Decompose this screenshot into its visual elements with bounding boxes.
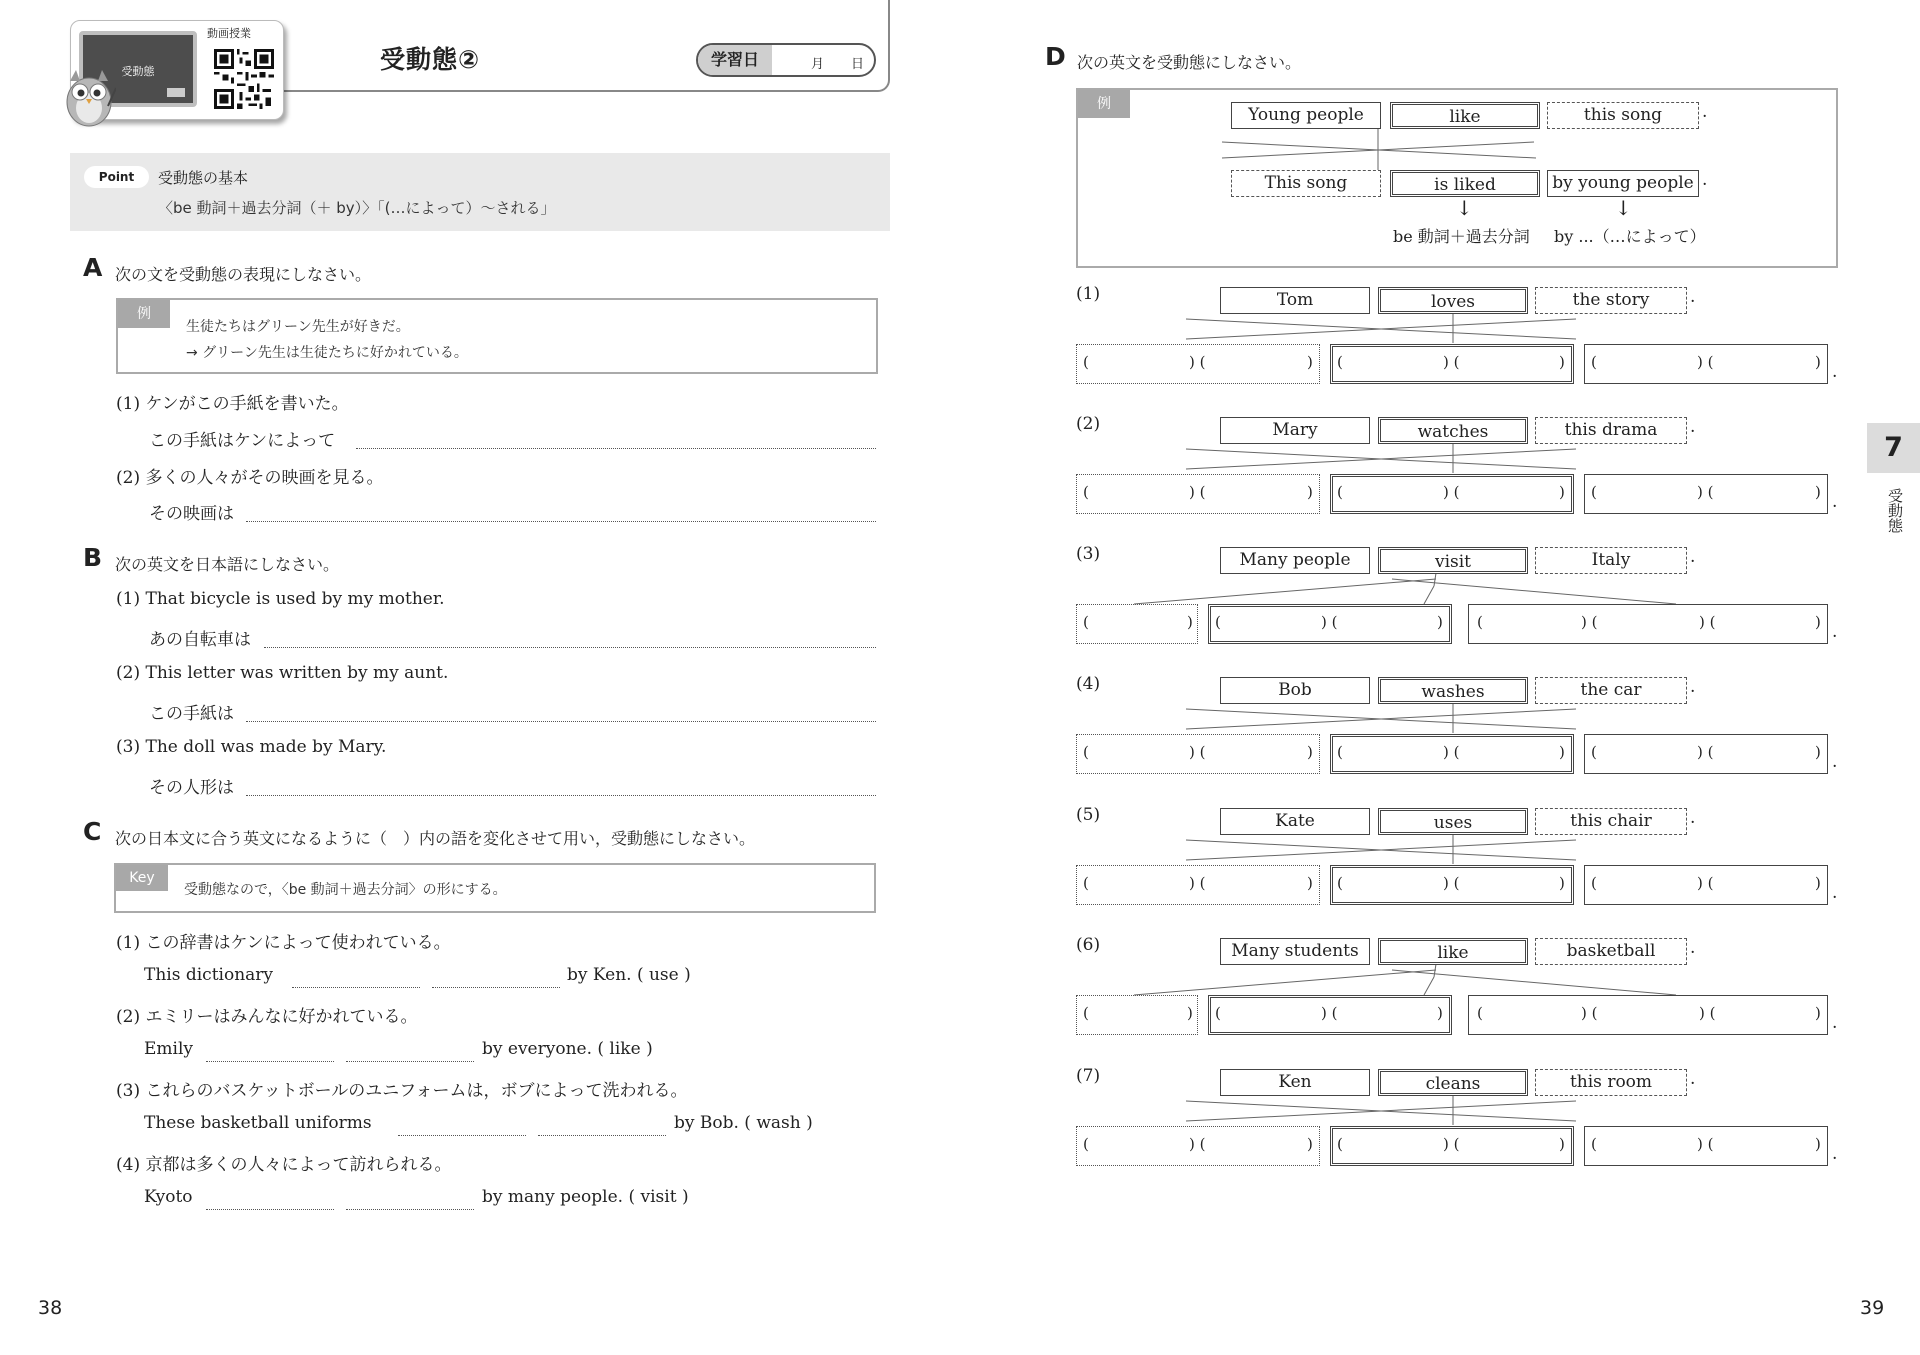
answer-line-b3[interactable]: [246, 795, 876, 796]
paren-close: ): [1307, 1135, 1313, 1153]
active-verb: like: [1378, 938, 1528, 965]
item-number: (6): [1076, 935, 1101, 955]
sentence-end: by Ken. ( use ): [567, 965, 691, 985]
paren-close: ): [1559, 483, 1565, 501]
section-d-instruction: 次の英文を受動態にしなさい。: [1077, 53, 1302, 72]
question-number: (4): [116, 1155, 141, 1175]
sentence-start: Kyoto: [144, 1187, 193, 1207]
answer-box-by[interactable]: [1584, 865, 1828, 905]
item-number: (4): [1076, 674, 1101, 694]
answer-box-subject[interactable]: [1076, 734, 1320, 774]
paren-close: ): [1307, 483, 1313, 501]
period: .: [1832, 1144, 1838, 1164]
down-arrow-icon: ↓: [1615, 196, 1632, 220]
paren-open: (: [1591, 483, 1597, 501]
answer-line-b2[interactable]: [246, 721, 876, 722]
paren-pair: ) (: [1699, 613, 1716, 631]
paren-pair: ) (: [1697, 353, 1714, 371]
paren-open: (: [1591, 874, 1597, 892]
lesson-title: 受動態②: [380, 45, 481, 74]
section-b-instruction: 次の英文を日本語にしなさい。: [115, 555, 340, 574]
active-object: Italy: [1535, 547, 1687, 574]
d-item-6: [1076, 935, 1856, 1045]
d-item-4: [1076, 674, 1856, 784]
section-a-letter: A: [83, 253, 103, 282]
question-a1: [116, 389, 349, 414]
paren-close: ): [1559, 874, 1565, 892]
paren-close: ): [1307, 353, 1313, 371]
blank-c3-1[interactable]: [398, 1135, 526, 1136]
active-object: this chair: [1535, 808, 1687, 835]
paren-close: ): [1815, 1004, 1821, 1022]
question-text: エミリーはみんなに好かれている。: [145, 1007, 418, 1027]
example-note-by: by ...（…によって）: [1554, 227, 1706, 246]
period: .: [1690, 808, 1696, 828]
question-b2: [116, 663, 448, 683]
paren-close: ): [1815, 874, 1821, 892]
blank-c4-2[interactable]: [346, 1209, 474, 1210]
active-object: basketball: [1535, 938, 1687, 965]
active-verb: cleans: [1378, 1069, 1528, 1096]
answer-box-by[interactable]: [1584, 474, 1828, 514]
active-verb: visit: [1378, 547, 1528, 574]
example-tag: 例: [118, 300, 170, 328]
paren-close: ): [1815, 483, 1821, 501]
item-number: (1): [1076, 284, 1101, 304]
paren-pair: ) (: [1189, 483, 1206, 501]
key-tag: Key: [116, 865, 168, 891]
example-passive-verb: is liked: [1390, 170, 1540, 197]
paren-close: ): [1815, 743, 1821, 761]
paren-open: (: [1083, 743, 1089, 761]
answer-box-verb[interactable]: [1330, 734, 1574, 774]
question-number: (2): [116, 663, 141, 683]
chapter-tab-number[interactable]: 7: [1867, 423, 1920, 473]
answer-box-subject[interactable]: [1076, 474, 1320, 514]
answer-box-subject[interactable]: [1076, 1126, 1320, 1166]
answer-box-verb[interactable]: [1330, 474, 1574, 514]
blank-c1-1[interactable]: [292, 987, 420, 988]
item-number: (2): [1076, 414, 1101, 434]
point-title: 受動態の基本: [158, 169, 249, 187]
example-line: → グリーン先生は生徒たちに好かれている。: [186, 345, 468, 361]
point-text: 〈be 動詞＋過去分詞（＋ by）〉「(…によって）～される」: [158, 199, 556, 217]
section-a-instruction: 次の文を受動態の表現にしなさい。: [115, 265, 372, 284]
question-number: (2): [116, 1007, 141, 1027]
answer-box-verb[interactable]: [1208, 995, 1452, 1035]
active-verb: loves: [1378, 287, 1528, 314]
study-date-field[interactable]: [696, 43, 876, 77]
item-number: (5): [1076, 805, 1101, 825]
question-number: (3): [116, 1081, 141, 1101]
paren-pair: ) (: [1699, 1004, 1716, 1022]
paren-open: (: [1337, 353, 1343, 371]
active-verb: washes: [1378, 677, 1528, 704]
paren-close: ): [1559, 743, 1565, 761]
answer-box-verb[interactable]: [1330, 865, 1574, 905]
down-arrow-icon: ↓: [1456, 196, 1473, 220]
period: .: [1832, 622, 1838, 642]
paren-open: (: [1591, 743, 1597, 761]
paren-pair: ) (: [1321, 1004, 1338, 1022]
d-item-7: [1076, 1066, 1856, 1176]
key-box: [114, 863, 876, 913]
period: .: [1690, 677, 1696, 697]
question-c1: [116, 928, 451, 953]
active-object: this room: [1535, 1069, 1687, 1096]
period: .: [1690, 287, 1696, 307]
paren-close: ): [1815, 353, 1821, 371]
answer-box-by[interactable]: [1584, 734, 1828, 774]
paren-close: ): [1187, 613, 1193, 631]
answer-prefix: この手紙はケンによって: [149, 431, 336, 451]
sentence-start: Emily: [144, 1039, 194, 1059]
paren-close: ): [1307, 743, 1313, 761]
blank-c1-2[interactable]: [432, 987, 560, 988]
blank-c2-2[interactable]: [346, 1061, 474, 1062]
paren-pair: ) (: [1443, 874, 1460, 892]
example-note-be-verb: be 動詞＋過去分詞: [1393, 227, 1530, 246]
paren-open: (: [1591, 353, 1597, 371]
section-a-example-box: [116, 298, 878, 374]
question-text: That bicycle is used by my mother.: [145, 589, 445, 609]
video-label: 動画授業: [207, 27, 251, 40]
paren-pair: ) (: [1581, 1004, 1598, 1022]
answer-box-verb[interactable]: [1330, 344, 1574, 384]
answer-prefix: この手紙は: [149, 704, 234, 724]
question-number: (1): [116, 933, 141, 953]
paren-open: (: [1083, 483, 1089, 501]
active-object: the car: [1535, 677, 1687, 704]
paren-pair: ) (: [1189, 874, 1206, 892]
answer-line-a2[interactable]: [246, 521, 876, 522]
question-b3: [116, 737, 386, 757]
question-c3: [116, 1076, 687, 1101]
d-item-1: [1076, 284, 1856, 394]
section-c-letter: C: [83, 817, 102, 846]
period: .: [1690, 938, 1696, 958]
question-text: ケンがこの手紙を書いた。: [145, 394, 349, 414]
paren-pair: ) (: [1321, 613, 1338, 631]
day-label: 日: [851, 57, 865, 72]
answer-box-by[interactable]: [1584, 1126, 1828, 1166]
period: .: [1832, 362, 1838, 382]
paren-pair: ) (: [1189, 353, 1206, 371]
owl-mascot-icon: [62, 66, 116, 128]
blank-c4-1[interactable]: [206, 1209, 334, 1210]
question-c2: [116, 1002, 418, 1027]
active-verb: uses: [1378, 808, 1528, 835]
answer-box-by[interactable]: [1468, 995, 1828, 1035]
question-b1: [116, 589, 445, 609]
example-active-subject: Young people: [1231, 102, 1381, 129]
paren-open: (: [1083, 1004, 1089, 1022]
paren-pair: ) (: [1189, 743, 1206, 761]
active-subject: Kate: [1220, 808, 1370, 835]
paren-pair: ) (: [1697, 743, 1714, 761]
sentence-end: by everyone. ( like ): [482, 1039, 653, 1059]
video-screen-text: 受動態: [121, 65, 155, 78]
question-text: 多くの人々がその映画を見る。: [145, 468, 384, 488]
paren-open: (: [1083, 613, 1089, 631]
period: .: [1690, 1069, 1696, 1089]
answer-box-subject[interactable]: [1076, 865, 1320, 905]
paren-close: ): [1559, 1135, 1565, 1153]
section-b-letter: B: [83, 543, 103, 572]
question-c4: [116, 1150, 452, 1175]
period: .: [1690, 417, 1696, 437]
example-passive-subject: This song: [1231, 170, 1381, 197]
sentence-start: This dictionary: [144, 965, 274, 985]
question-number: (3): [116, 737, 141, 757]
answer-box-subject[interactable]: [1076, 604, 1198, 644]
d-item-5: [1076, 805, 1856, 915]
active-verb: watches: [1378, 417, 1528, 444]
paren-open: (: [1337, 874, 1343, 892]
answer-box-verb[interactable]: [1208, 604, 1452, 644]
section-d-letter: D: [1045, 42, 1066, 71]
paren-open: (: [1083, 1135, 1089, 1153]
paren-open: (: [1591, 1135, 1597, 1153]
blank-c2-1[interactable]: [206, 1061, 334, 1062]
paren-pair: ) (: [1189, 1135, 1206, 1153]
question-text: This letter was written by my aunt.: [145, 663, 449, 683]
answer-prefix: その人形は: [149, 778, 234, 798]
paren-pair: ) (: [1581, 613, 1598, 631]
answer-box-by[interactable]: [1584, 344, 1828, 384]
period: .: [1702, 170, 1708, 190]
page-number-left: 38: [38, 1297, 63, 1319]
question-text: これらのバスケットボールのユニフォームは，ボブによって洗われる。: [145, 1081, 688, 1101]
sentence-end: by Bob. ( wash ): [674, 1113, 813, 1133]
period: .: [1690, 547, 1696, 567]
point-pill: Point: [84, 166, 149, 188]
answer-prefix: あの自転車は: [149, 630, 251, 650]
example-line: 生徒たちはグリーン先生が好きだ。: [186, 319, 410, 335]
answer-box-verb[interactable]: [1330, 1126, 1574, 1166]
question-number: (2): [116, 468, 141, 488]
active-subject: Many students: [1220, 938, 1370, 965]
answer-line-b1[interactable]: [264, 647, 876, 648]
answer-box-subject[interactable]: [1076, 344, 1320, 384]
paren-close: ): [1815, 1135, 1821, 1153]
paren-pair: ) (: [1697, 874, 1714, 892]
paren-pair: ) (: [1443, 743, 1460, 761]
question-number: (1): [116, 589, 141, 609]
paren-open: (: [1083, 874, 1089, 892]
question-text: この辞書はケンによって使われている。: [145, 933, 451, 953]
example-active-object: this song: [1547, 102, 1699, 129]
paren-close: ): [1437, 1004, 1443, 1022]
paren-open: (: [1083, 353, 1089, 371]
paren-pair: ) (: [1443, 353, 1460, 371]
screen-tray: [167, 88, 185, 97]
paren-close: ): [1187, 1004, 1193, 1022]
qr-code-icon[interactable]: [214, 49, 274, 109]
active-object: this drama: [1535, 417, 1687, 444]
point-box: [70, 153, 890, 231]
page-number-right: 39: [1860, 1297, 1885, 1319]
question-text: The doll was made by Mary.: [145, 737, 387, 757]
active-object: the story: [1535, 287, 1687, 314]
paren-open: (: [1477, 613, 1483, 631]
answer-prefix: その映画は: [149, 504, 234, 524]
section-d-example-box: [1076, 88, 1838, 268]
paren-pair: ) (: [1443, 1135, 1460, 1153]
paren-open: (: [1337, 743, 1343, 761]
item-number: (3): [1076, 544, 1101, 564]
paren-close: ): [1437, 613, 1443, 631]
paren-open: (: [1477, 1004, 1483, 1022]
paren-close: ): [1559, 353, 1565, 371]
paren-pair: ) (: [1443, 483, 1460, 501]
blank-c3-2[interactable]: [538, 1135, 666, 1136]
question-text: 京都は多くの人々によって訪れられる。: [145, 1155, 452, 1175]
paren-open: (: [1215, 1004, 1221, 1022]
d-item-3: [1076, 544, 1856, 654]
paren-close: ): [1307, 874, 1313, 892]
period: .: [1702, 102, 1708, 122]
section-c-instruction: 次の日本文に合う英文になるように（ ）内の語を変化させて用い，受動態にしなさい。: [115, 829, 756, 848]
sentence-end: by many people. ( visit ): [482, 1187, 689, 1207]
item-number: (7): [1076, 1066, 1101, 1086]
paren-open: (: [1337, 483, 1343, 501]
period: .: [1832, 1013, 1838, 1033]
question-number: (1): [116, 394, 141, 414]
paren-open: (: [1337, 1135, 1343, 1153]
answer-box-subject[interactable]: [1076, 995, 1198, 1035]
answer-box-by[interactable]: [1468, 604, 1828, 644]
active-subject: Many people: [1220, 547, 1370, 574]
period: .: [1832, 492, 1838, 512]
chapter-tab-label: 受動態: [1886, 488, 1904, 533]
paren-open: (: [1215, 613, 1221, 631]
active-subject: Tom: [1220, 287, 1370, 314]
sentence-start: These basketball uniforms: [144, 1113, 372, 1133]
example-passive-object: by young people: [1547, 170, 1699, 197]
paren-pair: ) (: [1697, 483, 1714, 501]
example-tag: 例: [1078, 90, 1130, 118]
paren-close: ): [1815, 613, 1821, 631]
study-date-label: 学習日: [698, 45, 772, 75]
period: .: [1832, 883, 1838, 903]
d-item-2: [1076, 414, 1856, 524]
answer-line-a1[interactable]: [356, 448, 876, 449]
key-text: 受動態なので，〈be 動詞＋過去分詞〉の形にする。: [184, 882, 507, 898]
example-active-verb: like: [1390, 102, 1540, 129]
active-subject: Ken: [1220, 1069, 1370, 1096]
month-label: 月: [811, 57, 825, 72]
period: .: [1832, 752, 1838, 772]
paren-pair: ) (: [1697, 1135, 1714, 1153]
question-a2: [116, 463, 384, 488]
active-subject: Bob: [1220, 677, 1370, 704]
active-subject: Mary: [1220, 417, 1370, 444]
